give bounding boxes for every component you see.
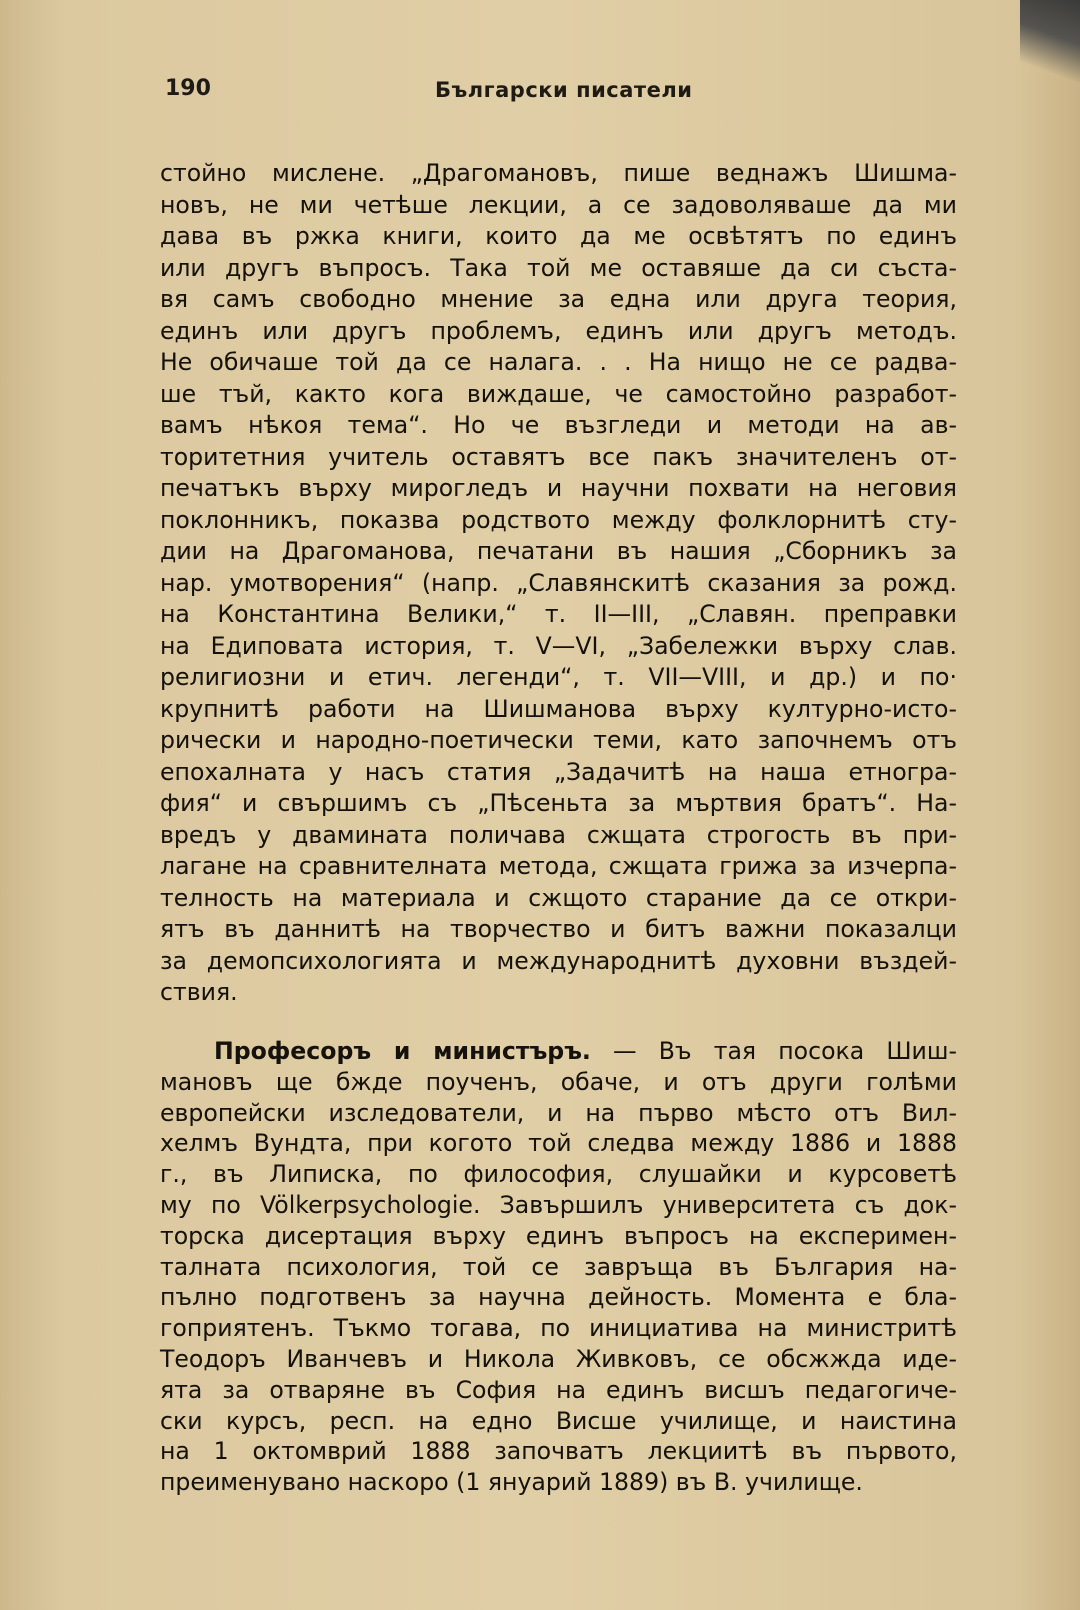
text-line: на Константина Велики,“ т. II—III, „Славян. преправки — [160, 600, 957, 628]
text-line: Не обичаше той да се налага. . . На нищо не се радва- — [160, 348, 957, 376]
text-line: за демопсихологията и международнитѣ духовни въздей- — [160, 946, 957, 975]
text-line: талната психология, той се завръща въ България на- — [160, 1252, 957, 1281]
text-line: ята за отваряне въ София на единъ висшъ педагогиче- — [160, 1375, 957, 1404]
text-line: религиозни и етич. легенди“, т. VII—VIII, и др.) и по· — [160, 663, 957, 691]
text-line: фия“ и свършимъ съ „Пѣсеньта за мъртвия братъ“. На- — [160, 789, 957, 817]
text-line: единъ или другъ проблемъ, единъ или другъ методъ. — [160, 316, 957, 345]
paragraph-2 — [160, 1036, 957, 1498]
text-line: крупнитѣ работи на Шишманова върху културно-исто- — [160, 694, 957, 723]
text-line: вя самъ свободно мнение за една или друга теория, — [160, 285, 957, 313]
text-line: телность на материала и сжщото старание да се откри- — [160, 883, 957, 912]
section-heading: Професоръ и министъръ. — [214, 1037, 591, 1065]
text-line: поклонникъ, показва родството между фолклорнитѣ сту- — [160, 505, 957, 534]
text-line: ятъ въ даннитѣ на творчество и битъ важни показалци — [160, 915, 957, 943]
paragraph-1 — [160, 158, 957, 1009]
text-line: хелмъ Вундта, при когото той следва между 1886 и 1888 — [160, 1129, 957, 1158]
text-line: торска дисертация върху единъ въпросъ на експеримен- — [160, 1221, 957, 1250]
text-line: дава въ ржка книги, които да ме освѣтятъ по единъ — [160, 222, 957, 250]
text-line: рически и народно-поетически теми, като започнемъ отъ — [160, 726, 957, 754]
text-line: лагане на сравнителната метода, сжщата грижа за изчерпа- — [160, 852, 957, 880]
text-line: гоприятенъ. Тъкмо тогава, по инициатива на министритѣ — [160, 1314, 957, 1343]
text-line: или другъ въпросъ. Така той ме оставяше да си съста- — [160, 253, 957, 282]
section-first-line — [160, 1036, 957, 1067]
text-line: новъ, не ми четѣше лекции, а се задоволяваше да ми — [160, 190, 957, 219]
text-line: му по Völkerpsychologie. Завършилъ университета съ док- — [160, 1190, 957, 1219]
text-line: ствия. — [160, 978, 238, 1006]
text-line: печатъкъ върху мирогледъ и научни похвати на неговия — [160, 474, 957, 502]
text-line: ше тъй, както кога виждаше, че самостойно разработ- — [160, 379, 957, 408]
text-line: Теодоръ Иванчевъ и Никола Живковъ, се обсжжда иде- — [160, 1344, 957, 1373]
text-line: г., въ Липиска, по философия, слушайки и курсоветѣ — [160, 1160, 957, 1189]
text-line: стойно мислене. „Драгомановъ, пише веднажъ Шишма- — [160, 159, 957, 187]
text-line: ски курсъ, респ. на едно Висше училище, и наистина — [160, 1406, 957, 1435]
text-line: мановъ ще бжде поученъ, обаче, и отъ други голѣми — [160, 1067, 957, 1096]
text-line: на 1 октомврий 1888 започватъ лекциитѣ въ първото, — [160, 1437, 957, 1466]
running-title: Български писатели — [435, 78, 693, 102]
text-line: торитетния учитель оставятъ все пакъ значителенъ от- — [160, 442, 957, 471]
text-line: вредъ у двамината поличава сжщата строгость въ при- — [160, 820, 957, 849]
text-line: европейски изследователи, и на първо мѣсто отъ Вил- — [160, 1098, 957, 1127]
page-header — [165, 76, 960, 112]
text-line: нар. умотворения“ (напр. „Славянскитѣ сказания за рожд. — [160, 568, 957, 597]
page-number: 190 — [165, 76, 211, 101]
text-line: дии на Драгоманова, печатани въ нашия „Сборникъ за — [160, 537, 957, 565]
text-line: вамъ нѣкоя тема“. Но че възгледи и методи на ав- — [160, 411, 957, 439]
text-line: епохалната у насъ статия „Задачитѣ на наша етногра- — [160, 757, 957, 786]
text-line: преименувано наскоро (1 януарий 1889) въ В. училище. — [160, 1468, 863, 1497]
text-line: на Едиповата история, т. V—VI, „Забележки върху слав. — [160, 631, 957, 660]
text-line: пълно подготвенъ за научна дейность. Момента е бла- — [160, 1283, 957, 1312]
section-first-line-text: — Въ тая посока Шиш- — [590, 1037, 957, 1065]
